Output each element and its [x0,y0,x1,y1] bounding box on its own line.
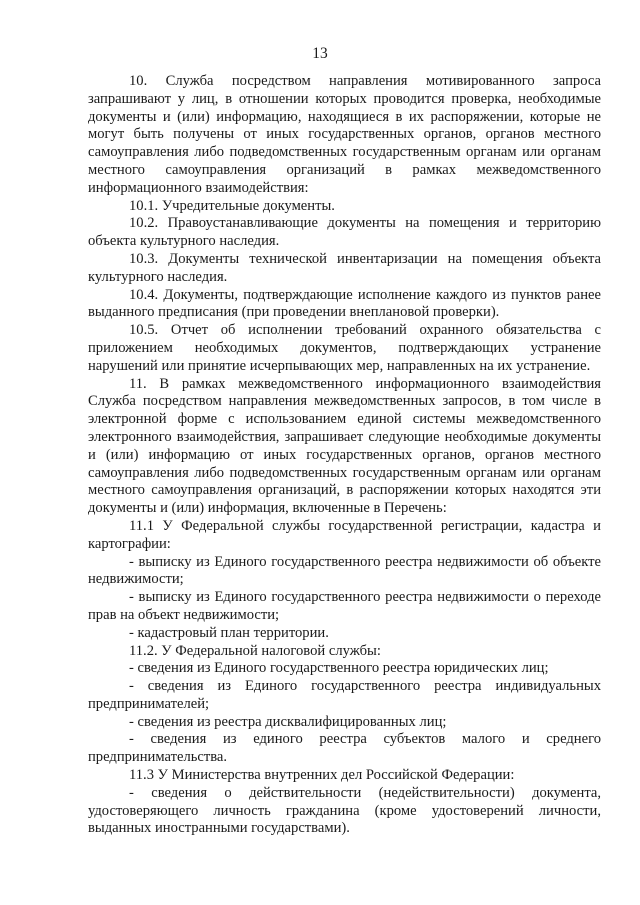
paragraph-11-3: 11.3 У Министерства внутренних дел Российской Федерации: [129,767,515,784]
paragraph-10-5: 10.5. Отчет об исполнении требований охранного обязательства с приложением необходимых документов, подтверждающих устранение нарушений или принятие исчерпывающих мер, направленных на их устранение. [88,322,601,374]
paragraph-11-1: 11.1 У Федеральной службы государственной регистрации, кадастра и картографии: [88,517,601,552]
paragraph-10-3: 10.3. Документы технической инвентаризации на помещения объекта культурного наследия. [88,250,601,285]
paragraph-10: 10. Служба посредством направления мотивированного запроса запрашивают у лиц, в отношении которых проводится проверка, необходимые документы и (или) информацию, находящиеся в их распоряжении, которые не могут быть получены от иных государственных органов, органов местного самоуправления либо подведомственных государственным органам или органам местного самоуправления организаций в рамках межведомственного информационного взаимодействия: [88,73,601,196]
list-item-egrn-rights: - выписку из Единого государственного реестра недвижимости о переходе прав на объект недвижимости; [88,589,601,623]
list-item-sme-registry: - сведения из единого реестра субъектов малого и среднего предпринимательства. [88,731,601,766]
paragraph-10-2: 10.2. Правоустанавливающие документы на помещения и территорию объекта культурного наследия. [88,215,601,250]
list-item-egrip: - сведения из Единого государственного реестра индивидуальных предпринимателей; [88,678,601,712]
document-body [88,73,601,838]
paragraph-11: 11. В рамках межведомственного информационного взаимодействия Служба посредством направления межведомственных запросов, в том числе в электронной форме с использованием единой системы межведомственного электронного взаимодействия, запрашивает следующие необходимые документы и (или) информацию от иных государственных органов, органов местного самоуправления либо подведомственных государственным органам или органам местного самоуправления организаций, в распоряжении которых находятся эти документы и (или) информация, включенные в Перечень: [88,375,601,517]
list-item-disqualified-registry: - сведения из реестра дисквалифицированных лиц; [129,713,447,730]
list-item-cadastral-plan: - кадастровый план территории. [129,624,329,641]
paragraph-11-2: 11.2. У Федеральной налоговой службы: [129,642,381,659]
list-item-egrn-object: - выписку из Единого государственного реестра недвижимости об объекте недвижимости; [88,553,601,588]
list-item-id-validity: - сведения о действительности (недействительности) документа, удостоверяющего личность гражданина (кроме удостоверений личности, выданных иностранными государствами). [88,784,601,837]
paragraph-10-1: 10.1. Учредительные документы. [129,197,335,214]
paragraph-10-4: 10.4. Документы, подтверждающие исполнение каждого из пунктов ранее выданного предписания (при проведении внеплановой проверки). [88,286,601,321]
page-number: 13 [312,45,328,62]
list-item-egrul: - сведения из Единого государственного реестра юридических лиц; [129,660,549,677]
